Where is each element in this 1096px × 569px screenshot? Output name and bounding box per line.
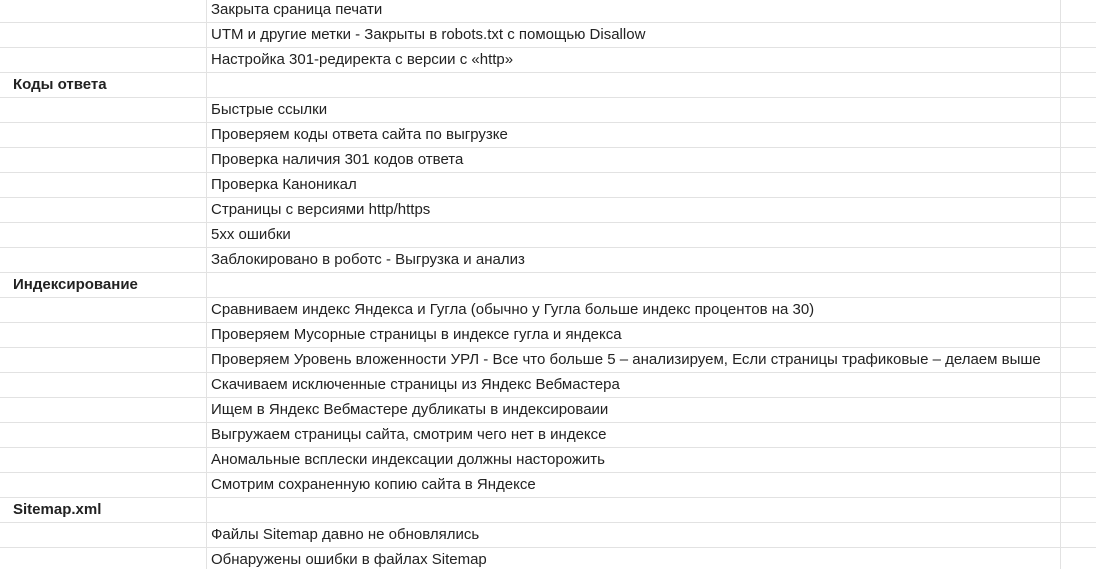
section-cell[interactable] <box>0 323 207 348</box>
section-cell[interactable] <box>0 98 207 123</box>
section-cell[interactable] <box>0 23 207 48</box>
empty-cell[interactable] <box>1061 23 1096 48</box>
empty-cell[interactable] <box>1061 548 1096 569</box>
empty-cell[interactable] <box>1061 273 1096 298</box>
empty-cell[interactable] <box>1061 98 1096 123</box>
item-cell[interactable]: Быстрые ссылки <box>207 98 1061 123</box>
section-cell[interactable] <box>0 348 207 373</box>
empty-cell[interactable] <box>1061 173 1096 198</box>
empty-cell[interactable] <box>1061 298 1096 323</box>
empty-cell[interactable] <box>1061 73 1096 98</box>
section-cell[interactable] <box>0 523 207 548</box>
section-cell[interactable]: Коды ответа <box>0 73 207 98</box>
item-cell[interactable]: Сравниваем индекс Яндекса и Гугла (обычно у Гугла больше индекс процентов на 30) <box>207 298 1061 323</box>
empty-cell[interactable] <box>1061 348 1096 373</box>
empty-cell[interactable] <box>1061 498 1096 523</box>
item-cell[interactable]: Аномальные всплески индексации должны насторожить <box>207 448 1061 473</box>
section-cell[interactable] <box>0 198 207 223</box>
empty-cell[interactable] <box>1061 523 1096 548</box>
section-cell[interactable]: Sitemap.xml <box>0 498 207 523</box>
empty-cell[interactable] <box>1061 148 1096 173</box>
item-cell[interactable]: Заблокировано в роботс - Выгрузка и анализ <box>207 248 1061 273</box>
empty-cell[interactable] <box>1061 123 1096 148</box>
empty-cell[interactable] <box>1061 223 1096 248</box>
item-cell[interactable]: Проверка наличия 301 кодов ответа <box>207 148 1061 173</box>
section-cell[interactable] <box>0 473 207 498</box>
item-cell[interactable]: Проверяем Мусорные страницы в индексе гугла и яндекса <box>207 323 1061 348</box>
empty-cell[interactable] <box>1061 48 1096 73</box>
section-cell[interactable] <box>0 123 207 148</box>
empty-cell[interactable] <box>1061 198 1096 223</box>
item-cell[interactable]: Ищем в Яндекс Вебмастере дубликаты в индексироваии <box>207 398 1061 423</box>
item-cell[interactable]: Страницы с версиями http/https <box>207 198 1061 223</box>
section-cell[interactable] <box>0 223 207 248</box>
empty-cell[interactable] <box>1061 248 1096 273</box>
item-cell[interactable]: Скачиваем исключенные страницы из Яндекс Вебмастера <box>207 373 1061 398</box>
section-cell[interactable] <box>0 0 207 23</box>
section-cell[interactable] <box>0 148 207 173</box>
empty-cell[interactable] <box>1061 423 1096 448</box>
item-cell[interactable]: Настройка 301-редиректа с версии с «http» <box>207 48 1061 73</box>
section-cell[interactable] <box>0 398 207 423</box>
empty-cell[interactable] <box>1061 0 1096 23</box>
empty-cell[interactable] <box>1061 373 1096 398</box>
section-cell[interactable] <box>0 373 207 398</box>
item-cell[interactable]: 5xx ошибки <box>207 223 1061 248</box>
item-cell[interactable]: Смотрим сохраненную копию сайта в Яндексе <box>207 473 1061 498</box>
item-cell[interactable]: Выгружаем страницы сайта, смотрим чего нет в индексе <box>207 423 1061 448</box>
empty-cell[interactable] <box>1061 398 1096 423</box>
section-cell[interactable] <box>0 548 207 569</box>
section-cell[interactable] <box>0 448 207 473</box>
item-cell[interactable]: Проверка Каноникал <box>207 173 1061 198</box>
section-cell[interactable] <box>0 173 207 198</box>
item-cell[interactable]: UTM и другие метки - Закрыты в robots.txt с помощью Disallow <box>207 23 1061 48</box>
section-cell[interactable] <box>0 248 207 273</box>
section-cell[interactable] <box>0 298 207 323</box>
empty-cell[interactable] <box>1061 448 1096 473</box>
section-cell[interactable] <box>0 48 207 73</box>
item-cell[interactable] <box>207 498 1061 523</box>
empty-cell[interactable] <box>1061 473 1096 498</box>
item-cell[interactable]: Закрыта сраница печати <box>207 0 1061 23</box>
item-cell[interactable] <box>207 273 1061 298</box>
item-cell[interactable]: Проверяем коды ответа сайта по выгрузке <box>207 123 1061 148</box>
empty-cell[interactable] <box>1061 323 1096 348</box>
item-cell[interactable]: Обнаружены ошибки в файлах Sitemap <box>207 548 1061 569</box>
item-cell[interactable]: Проверяем Уровень вложенности УРЛ - Все что больше 5 – анализируем, Если страницы трафиковые – делаем выше <box>207 348 1061 373</box>
item-cell[interactable] <box>207 73 1061 98</box>
section-cell[interactable]: Индексирование <box>0 273 207 298</box>
item-cell[interactable]: Файлы Sitemap давно не обновлялись <box>207 523 1061 548</box>
section-cell[interactable] <box>0 423 207 448</box>
